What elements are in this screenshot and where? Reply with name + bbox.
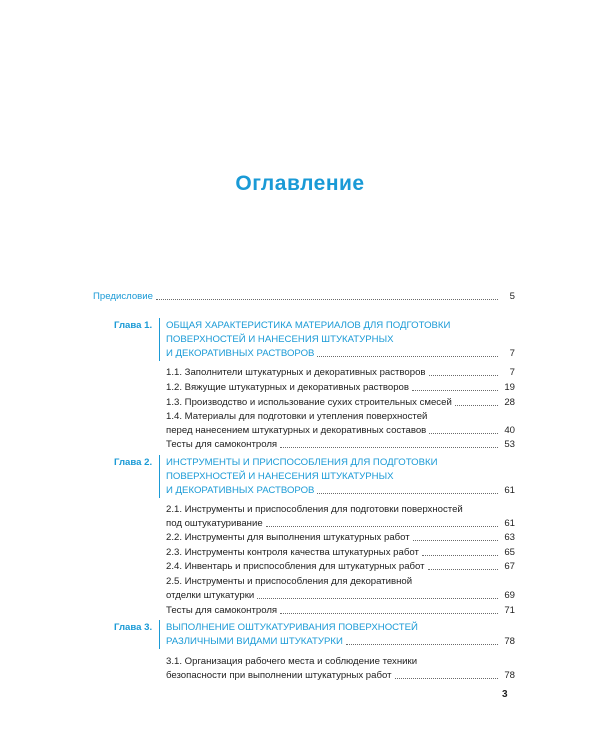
chapter-1-page: 7 xyxy=(509,348,515,359)
toc-entry-page: 7 xyxy=(509,367,515,378)
toc-entry-2-5-line-1[interactable]: 2.5. Инструменты и приспособления для декоративной xyxy=(166,576,413,587)
toc-entry-1-1[interactable] xyxy=(166,367,515,378)
leader-dots xyxy=(422,554,498,556)
leader-dots xyxy=(412,389,498,391)
leader-dots xyxy=(346,643,498,645)
toc-entry-2-3[interactable] xyxy=(166,547,515,558)
chapter-3-title-line-2: РАЗЛИЧНЫМИ ВИДАМИ ШТУКАТУРКИ xyxy=(166,636,343,647)
toc-entry-label: 2.3. Инструменты контроля качества штукатурных работ xyxy=(166,547,419,558)
toc-entry-page: 28 xyxy=(504,397,515,408)
toc-entry-label: отделки штукатурки xyxy=(166,590,255,601)
toc-entry-page: 71 xyxy=(504,605,515,616)
chapter-1-title-line-2[interactable]: ПОВЕРХНОСТЕЙ И НАНЕСЕНИЯ ШТУКАТУРНЫХ xyxy=(166,334,394,345)
toc-entry-label: Тесты для самоконтроля xyxy=(166,439,278,450)
toc-entry-2-1-line-1[interactable]: 2.1. Инструменты и приспособления для подготовки поверхностей xyxy=(166,504,463,515)
leader-dots xyxy=(280,612,498,614)
toc-entry-label: Тесты для самоконтроля xyxy=(166,605,278,616)
toc-entry-2-4[interactable] xyxy=(166,561,515,572)
toc-entry-1-4[interactable] xyxy=(166,425,515,436)
chapter-2-title-line-1[interactable]: ИНСТРУМЕНТЫ И ПРИСПОСОБЛЕНИЯ ДЛЯ ПОДГОТОВКИ xyxy=(166,457,438,468)
preface-page: 5 xyxy=(509,291,515,302)
toc-entry-1-4-line-1[interactable]: 1.4. Материалы для подготовки и утепления поверхностей xyxy=(166,411,428,422)
toc-entry-page: 63 xyxy=(504,532,515,543)
toc-entry-label: 1.3. Производство и использование сухих строительных смесей xyxy=(166,397,452,408)
leader-dots xyxy=(317,355,498,357)
toc-entry-page: 61 xyxy=(504,518,515,529)
toc-entry-label: под оштукатуривание xyxy=(166,518,263,529)
toc-entry-page: 19 xyxy=(504,382,515,393)
toc-entry-2-1[interactable] xyxy=(166,518,515,529)
chapter-2-title-line-3: И ДЕКОРАТИВНЫХ РАСТВОРОВ xyxy=(166,485,315,496)
toc-entry-label: безопасности при выполнении штукатурных работ xyxy=(166,670,392,681)
chapter-2-title-line-2[interactable]: ПОВЕРХНОСТЕЙ И НАНЕСЕНИЯ ШТУКАТУРНЫХ xyxy=(166,471,394,482)
toc-entry-2-2[interactable] xyxy=(166,532,515,543)
leader-dots xyxy=(428,568,498,570)
toc-entry-2-5[interactable] xyxy=(166,590,515,601)
chapter-3-entry[interactable] xyxy=(166,636,515,647)
chapter-1-title-line-1[interactable]: ОБЩАЯ ХАРАКТЕРИСТИКА МАТЕРИАЛОВ ДЛЯ ПОДГОТОВКИ xyxy=(166,320,451,331)
toc-entry-1-3[interactable] xyxy=(166,397,515,408)
chapter-3-title-line-1[interactable]: ВЫПОЛНЕНИЕ ОШТУКАТУРИВАНИЯ ПОВЕРХНОСТЕЙ xyxy=(166,622,418,633)
toc-entry-page: 53 xyxy=(504,439,515,450)
page-number: 3 xyxy=(502,689,508,700)
chapter-2-label: Глава 2. xyxy=(114,457,153,468)
leader-dots xyxy=(257,597,498,599)
toc-entry-3-1[interactable] xyxy=(166,670,515,681)
toc-entry-page: 78 xyxy=(504,670,515,681)
toc-entry-label: 2.2. Инструменты для выполнения штукатурных работ xyxy=(166,532,410,543)
leader-dots xyxy=(280,446,498,448)
chapter-1-bar xyxy=(159,318,160,361)
toc-entry-1-tests[interactable] xyxy=(166,439,515,450)
leader-dots xyxy=(395,677,499,679)
toc-entry-1-2[interactable] xyxy=(166,382,515,393)
toc-entry-page: 67 xyxy=(504,561,515,572)
leader-dots xyxy=(156,298,498,300)
toc-entry-page: 40 xyxy=(504,425,515,436)
leader-dots xyxy=(317,492,498,494)
leader-dots xyxy=(429,374,498,376)
preface-label: Предисловие xyxy=(93,291,153,302)
toc-entry-3-1-line-1[interactable]: 3.1. Организация рабочего места и соблюдение техники xyxy=(166,656,418,667)
chapter-1-title-line-3: И ДЕКОРАТИВНЫХ РАСТВОРОВ xyxy=(166,348,315,359)
preface-entry[interactable] xyxy=(93,291,515,302)
leader-dots xyxy=(429,432,498,434)
chapter-2-entry[interactable] xyxy=(166,485,515,496)
toc-entry-label: 2.4. Инвентарь и приспособления для штукатурных работ xyxy=(166,561,425,572)
chapter-3-bar xyxy=(159,620,160,649)
leader-dots xyxy=(455,404,498,406)
toc-entry-page: 69 xyxy=(504,590,515,601)
page-title: Оглавление xyxy=(235,172,365,195)
leader-dots xyxy=(413,539,498,541)
chapter-2-page: 61 xyxy=(504,485,515,496)
chapter-3-label: Глава 3. xyxy=(114,622,153,633)
chapter-1-entry[interactable] xyxy=(166,348,515,359)
toc-entry-2-tests[interactable] xyxy=(166,605,515,616)
chapter-2-bar xyxy=(159,455,160,498)
toc-entry-label: 1.1. Заполнители штукатурных и декоративных растворов xyxy=(166,367,426,378)
leader-dots xyxy=(266,525,498,527)
chapter-3-page: 78 xyxy=(504,636,515,647)
toc-entry-label: 1.2. Вяжущие штукатурных и декоративных растворов xyxy=(166,382,409,393)
chapter-1-label: Глава 1. xyxy=(114,320,153,331)
toc-entry-page: 65 xyxy=(504,547,515,558)
toc-entry-label: перед нанесением штукатурных и декоративных составов xyxy=(166,425,427,436)
